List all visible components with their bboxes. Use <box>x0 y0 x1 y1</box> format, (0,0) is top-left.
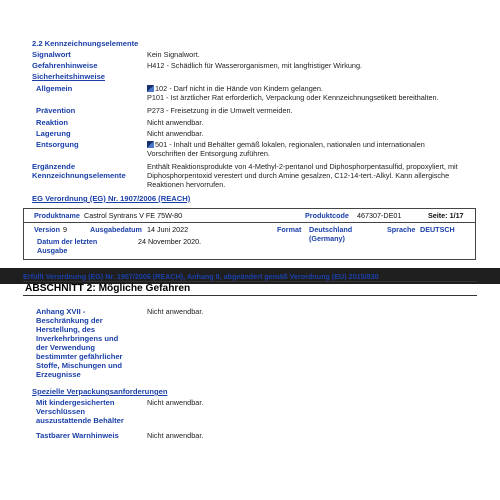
reaktion-value: Nicht anwendbar. <box>147 118 204 127</box>
allgemein-value: 102 - Darf nicht in die Hände von Kindern gelangen. P101 - Ist ärztlicher Rat erforderlich, Verpackung oder Kennzeichnungsetikett bereithalten. <box>147 84 439 102</box>
spezielle-verpackung-heading: Spezielle Verpackungsanforderungen <box>32 387 168 396</box>
regulation-header: Erfüllt Verordnung (EG) Nr. 1907/2006 (REACH), Anhang II, abgeändert gemäß Verordnung (EU) 2015/830 <box>23 272 379 281</box>
signalwort-label: Signalwort <box>32 50 71 59</box>
section-heading-bar <box>23 281 477 296</box>
produktcode-label: Produktcode <box>305 211 349 220</box>
document-footer <box>23 208 476 260</box>
page-number: Seite: 1/17 <box>428 211 464 220</box>
format-value: Deutschland (Germany) <box>309 225 353 243</box>
produktcode-value: 467307-DE01 <box>357 211 402 220</box>
version-value: 9 <box>63 225 67 234</box>
produktname-value: Castrol Syntrans V FE 75W-80 <box>84 211 183 220</box>
gefahrenhinweise-value: H412 - Schädlich für Wasserorganismen, mit langfristiger Wirkung. <box>147 61 363 70</box>
ergaenzende-label: Ergänzende Kennzeichnungselemente <box>32 162 126 180</box>
ergaenzende-value: Enthält Reaktionsprodukte von 4-Methyl-2-pentanol und Diphosphorpentasulfid, propoxyliert, mit Diphosphorpentoxid verestert und durch Amine gesalzen, C12-14-tert.-Alkyl. Kann allergische Reaktionen hervorrufen. <box>147 162 458 189</box>
entsorgung-label: Entsorgung <box>36 140 79 149</box>
anhang-value: Nicht anwendbar. <box>147 307 204 316</box>
ghs-pictogram-icon <box>147 141 154 148</box>
sprache-value: DEUTSCH <box>420 225 455 234</box>
praevention-value: P273 - Freisetzung in die Umwelt vermeiden. <box>147 106 293 115</box>
ausgabedatum-label: Ausgabedatum <box>90 225 142 234</box>
ausgabedatum-value: 14 Juni 2022 <box>147 225 189 234</box>
reaktion-label: Reaktion <box>36 118 69 127</box>
kindergesichert-value: Nicht anwendbar. <box>147 398 204 407</box>
ghs-pictogram-icon <box>147 85 154 92</box>
praevention-label: Prävention <box>36 106 76 115</box>
version-label: Version <box>34 225 60 234</box>
signalwort-value: Kein Signalwort. <box>147 50 200 59</box>
gefahrenhinweise-label: Gefahrenhinweise <box>32 61 98 70</box>
datum-letzten-label: Datum der letzten Ausgabe <box>37 237 98 255</box>
section-heading: ABSCHNITT 2: Mögliche Gefahren <box>25 283 191 294</box>
eg-verordnung-link[interactable]: EG Verordnung (EG) Nr. 1907/2006 (REACH) <box>32 194 191 203</box>
tastbar-value: Nicht anwendbar. <box>147 431 204 440</box>
section-title: 2.2 Kennzeichnungselemente <box>32 39 139 48</box>
kindergesichert-label: Mit kindergesicherten Verschlüssen auszustattende Behälter <box>36 398 124 425</box>
allgemein-label: Allgemein <box>36 84 73 93</box>
sicherheitshinweise-heading: Sicherheitshinweise <box>32 72 106 81</box>
lagerung-label: Lagerung <box>36 129 71 138</box>
format-label: Format <box>277 225 302 234</box>
datum-letzten-value: 24 November 2020. <box>138 237 202 246</box>
sprache-label: Sprache <box>387 225 416 234</box>
lagerung-value: Nicht anwendbar. <box>147 129 204 138</box>
produktname-label: Produktname <box>34 211 80 220</box>
entsorgung-value: 501 - Inhalt und Behälter gemäß lokalen, regionalen, nationalen und internationalen Vorschriften der Entsorgung zuführen. <box>147 140 425 158</box>
tastbar-label: Tastbarer Warnhinweis <box>36 431 119 440</box>
anhang-label: Anhang XVII - Beschränkung der Herstellung, des Inverkehrbringens und der Verwendung bestimmter gefährlicher Stoffe, Mischungen und Erzeugnisse <box>36 307 123 379</box>
